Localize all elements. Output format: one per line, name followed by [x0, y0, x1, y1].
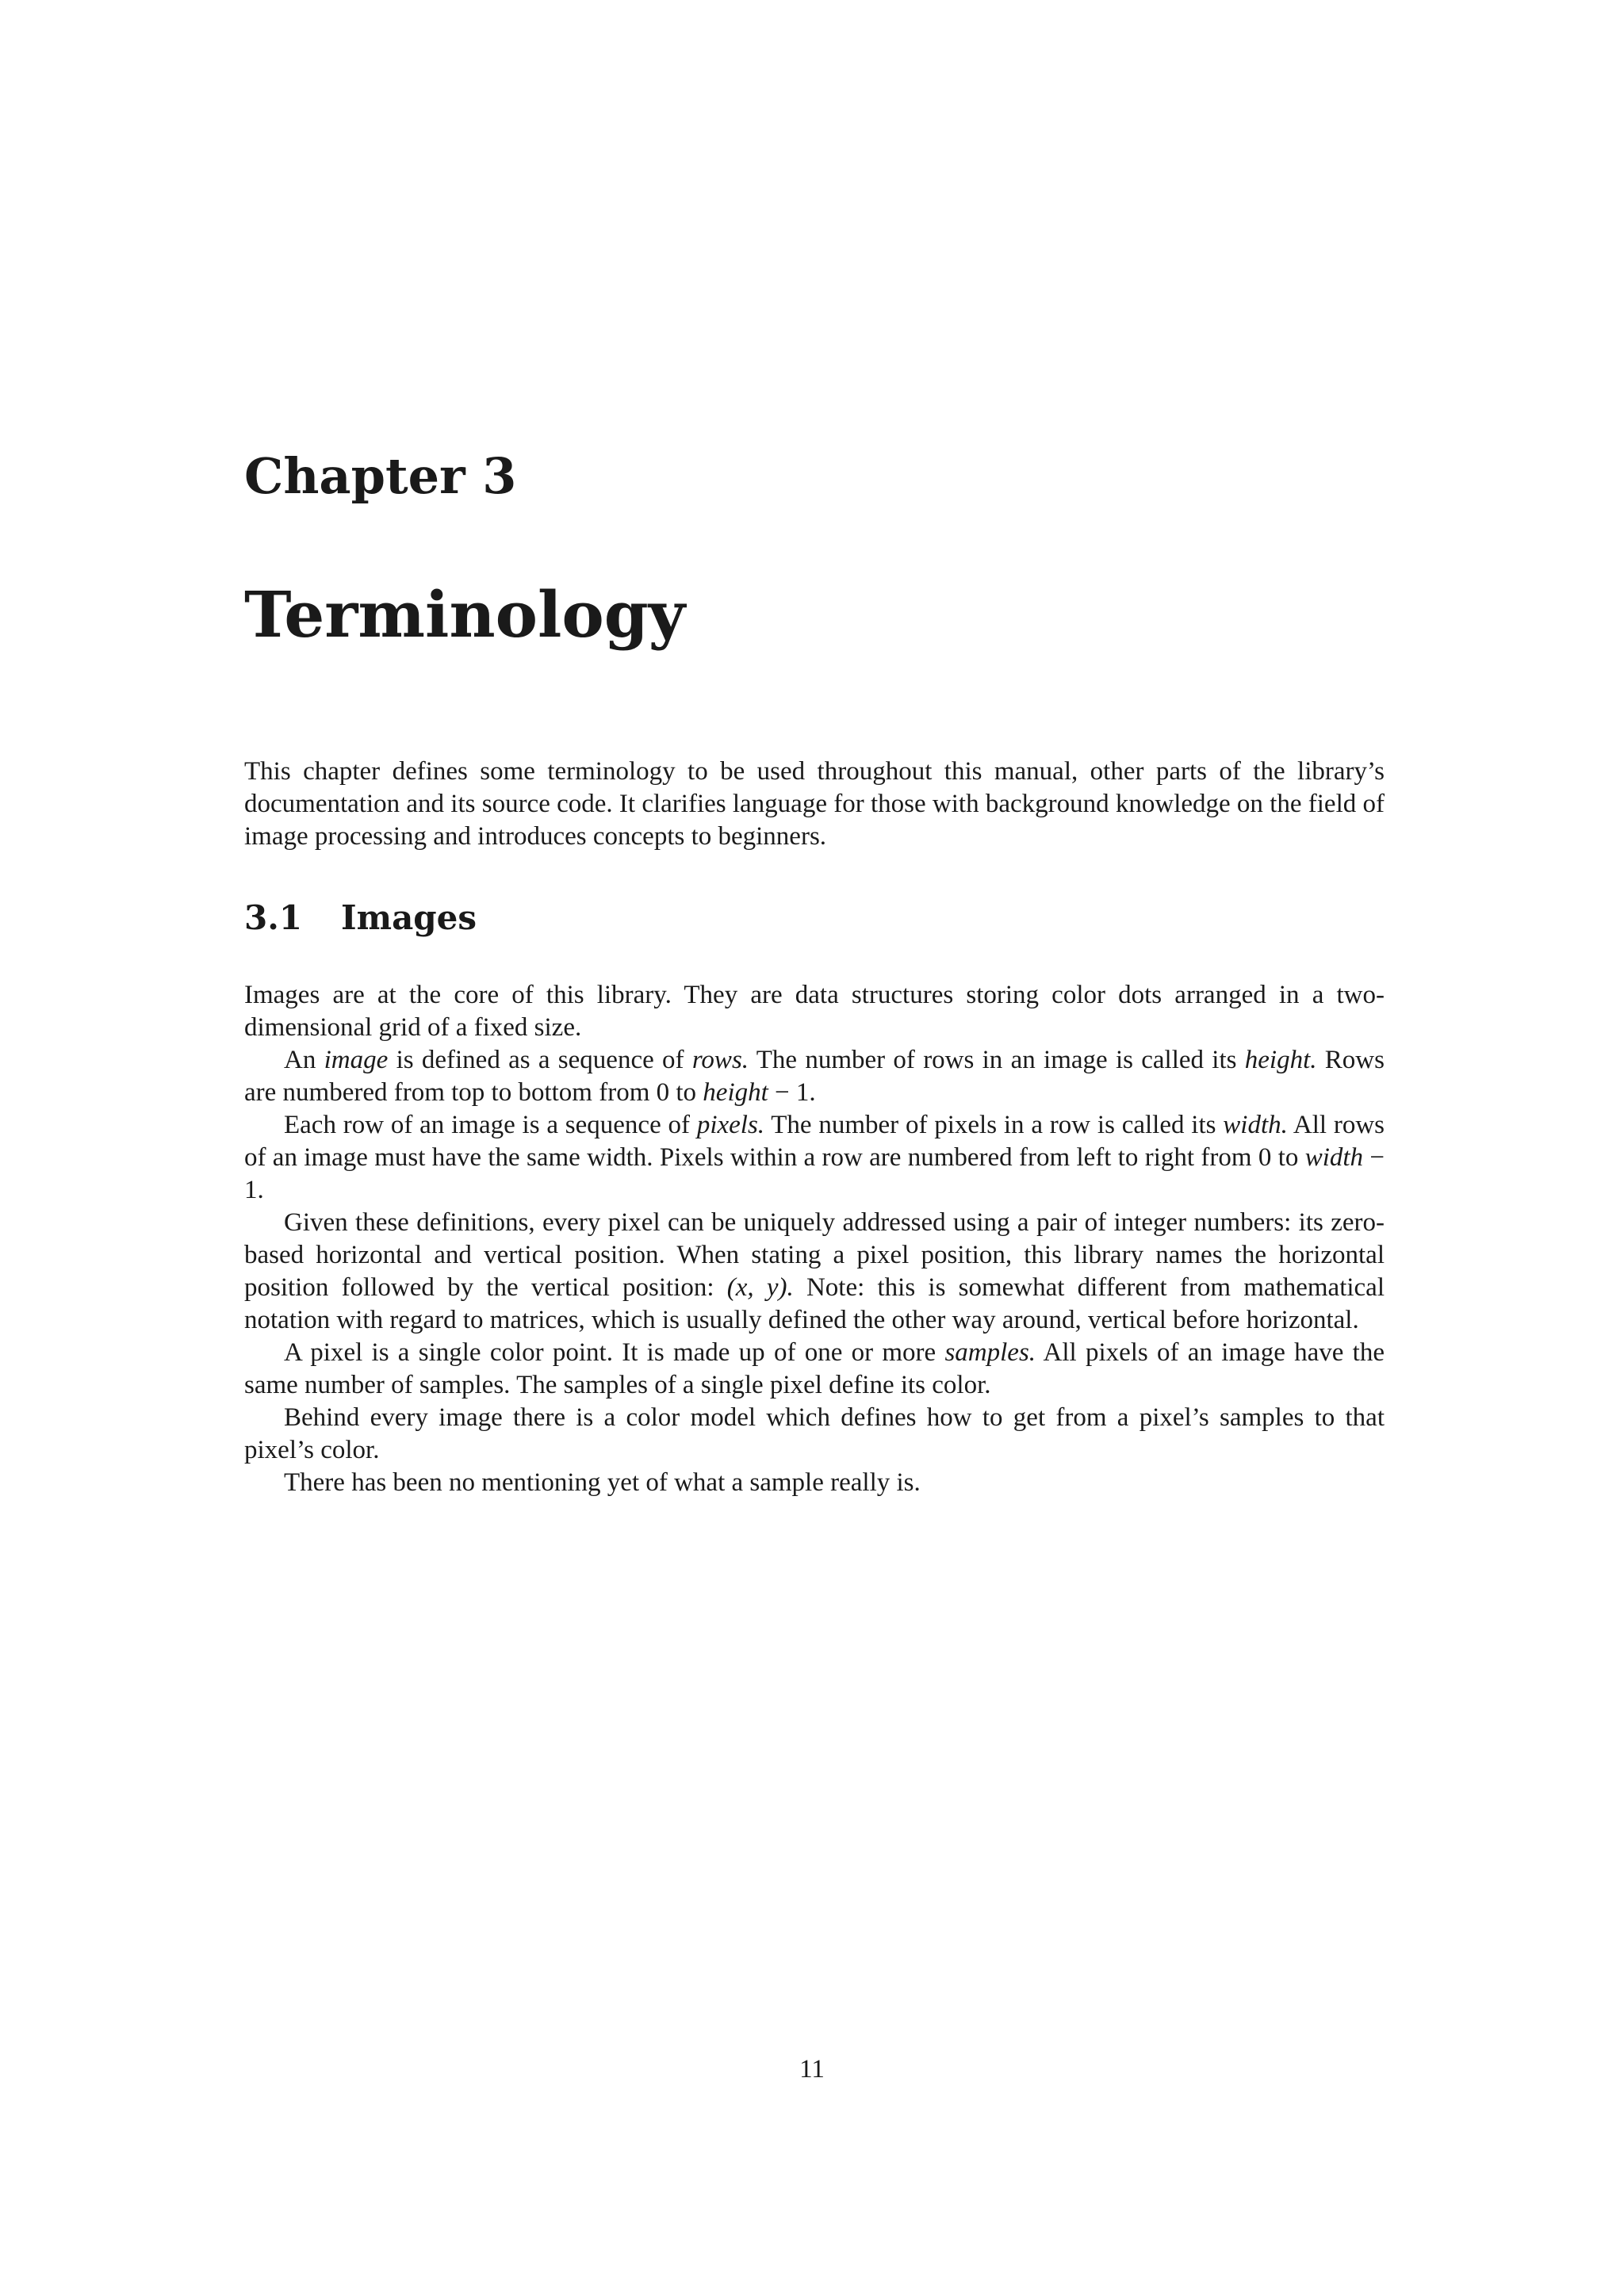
emphasis-xy: (x, y). [726, 1273, 794, 1302]
section-number: 3.1 [244, 898, 303, 937]
emphasis-width-formula: width [1304, 1143, 1364, 1172]
emphasis-rows: rows. [691, 1046, 749, 1074]
text-run: Each row of an image is a sequence of [284, 1111, 697, 1139]
emphasis-height: height. [1244, 1046, 1317, 1074]
text-run: All pixels of an image have the same number of samples. The samples of a single pixel define its color. [244, 1338, 1385, 1399]
paragraph-pixel-addressing [244, 1207, 1385, 1337]
text-run: All rows of an image must have the same width. Pixels within a row are numbered from left to right from 0 to [244, 1111, 1385, 1172]
text-run: The number of rows in an image is called its [749, 1046, 1245, 1074]
text-run: is defined as a sequence of [388, 1046, 692, 1074]
paragraph-row-definition [244, 1109, 1385, 1207]
text-run: An [284, 1046, 324, 1074]
chapter-label: Chapter 3 [244, 447, 517, 505]
paragraph-image-definition [244, 1044, 1385, 1109]
text-run: A pixel is a single color point. It is made up of one or more [284, 1338, 945, 1367]
emphasis-width: width. [1223, 1111, 1288, 1139]
paragraph-sample-note: There has been no mentioning yet of what a sample really is. [284, 1468, 921, 1497]
paragraph-pixel-samples [244, 1337, 1385, 1402]
text-run: The number of pixels in a row is called its [764, 1111, 1224, 1139]
emphasis-samples: samples. [944, 1338, 1036, 1367]
emphasis-pixels: pixels. [696, 1111, 765, 1139]
emphasis-image: image [324, 1046, 389, 1074]
section-heading [244, 898, 477, 937]
text-run: Note: this is somewhat different from mathematical notation with regard to matrices, which is usually defined the other way around, vertical before horizontal. [244, 1273, 1385, 1334]
page-number: 11 [799, 2055, 825, 2084]
text-run: − 1. [768, 1078, 816, 1107]
text-run: − 1. [244, 1143, 1385, 1204]
text-run: Rows are numbered from top to bottom from 0 to [244, 1046, 1385, 1107]
chapter-title: Terminology [244, 577, 686, 652]
chapter-intro [244, 756, 1385, 853]
emphasis-height-formula: height [703, 1078, 768, 1107]
paragraph-color-model: Behind every image there is a color model which defines how to get from a pixel’s samples to that pixel’s color. [244, 1403, 1385, 1464]
paragraph-images-intro: Images are at the core of this library. They are data structures storing color dots arranged in a two-dimensional grid of a fixed size. [244, 981, 1385, 1042]
intro-paragraph: This chapter defines some terminology to be used throughout this manual, other parts of the library’s documentation and its source code. It clarifies language for those with background knowledge on the field of image processing and introduces concepts to beginners. [244, 757, 1385, 851]
section-title: Images [341, 898, 477, 937]
text-run: Given these definitions, every pixel can be uniquely addressed using a pair of integer numbers: its zero-based horizontal and vertical position. When stating a pixel position, this library names the horizontal position followed by the vertical position: [244, 1208, 1385, 1302]
section-body [244, 979, 1385, 1499]
